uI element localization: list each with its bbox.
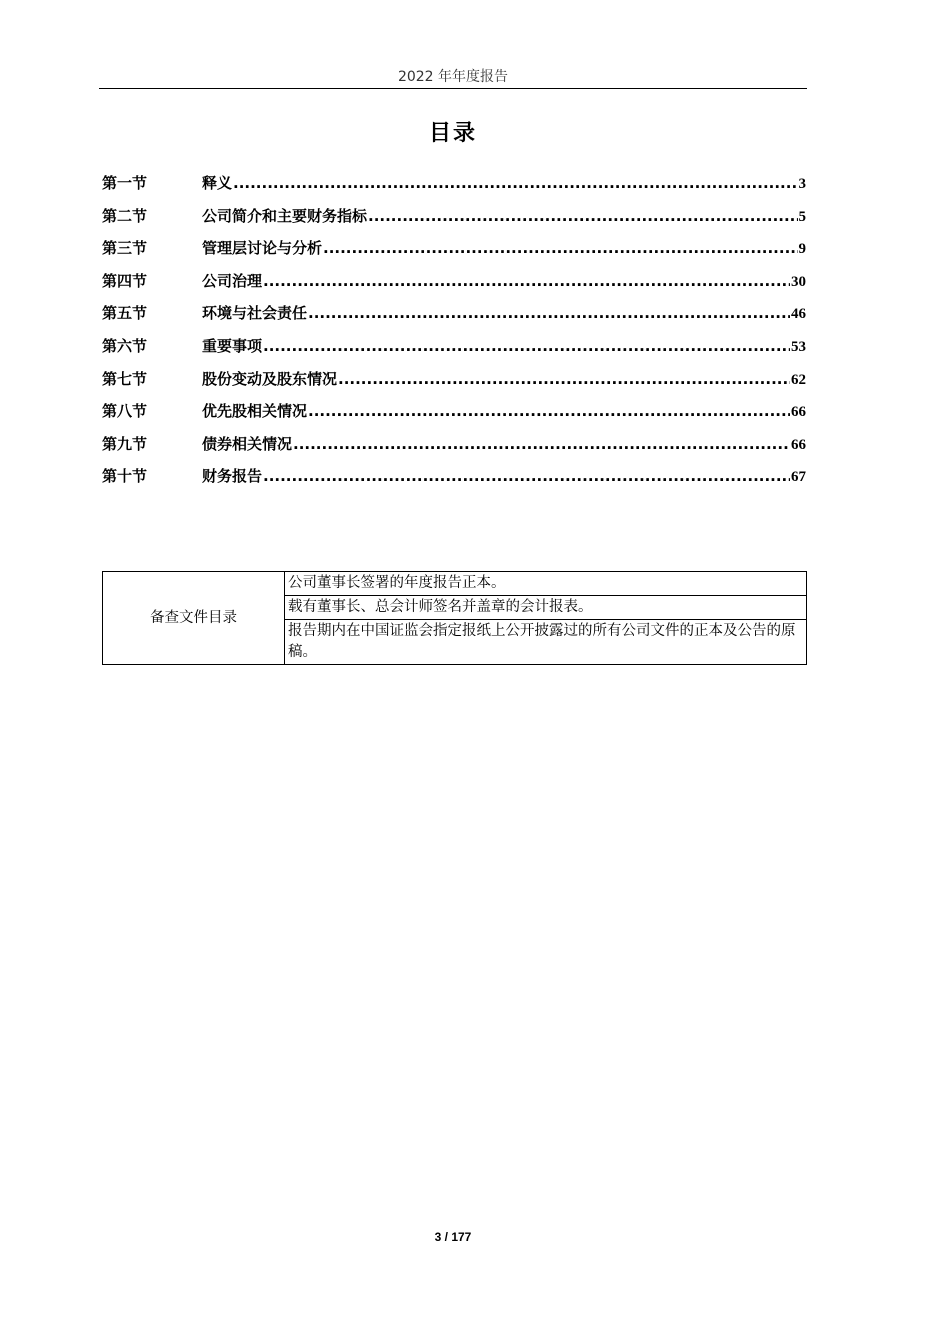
toc-section-title: 重要事项 [202,336,263,355]
toc-section-number: 第五节 [102,304,148,323]
toc-section-title: 优先股相关情况 [202,402,308,421]
toc-section-title: 释义 [202,174,233,192]
toc-section-title: 债券相关情况 [202,434,293,453]
toc-item[interactable] [102,270,806,303]
toc-page-number: 62 [791,371,806,388]
table-row [103,572,807,596]
toc-section-title: 财务报告 [202,467,263,486]
toc-page-number: 67 [791,469,806,486]
toc-leader-dots [263,467,790,485]
toc-section-number: 第十节 [102,467,148,486]
toc-section-number: 第九节 [102,434,148,453]
toc-leader-dots [308,304,790,322]
toc-page-number: 5 [798,208,806,225]
toc-section-number: 第四节 [102,271,148,290]
toc-section-number: 第八节 [102,402,148,421]
toc-section-number: 第三节 [102,239,148,258]
toc-leader-dots [293,435,790,453]
toc-item[interactable] [102,465,806,498]
toc-leader-dots [263,272,790,290]
toc-leader-dots [308,402,790,420]
toc-item[interactable] [102,433,806,466]
toc-page-number: 53 [791,338,806,355]
toc-section-number: 第一节 [102,174,148,192]
toc-section-title: 股份变动及股东情况 [202,369,338,388]
toc-section-title: 管理层讨论与分析 [202,239,323,258]
toc-page-number: 30 [791,273,806,290]
reference-documents-label: 备查文件目录 [103,572,285,665]
header-title: 2022 年年度报告 [397,69,509,85]
toc-section-number: 第七节 [102,369,148,388]
reference-document-item: 载有董事长、总会计师签名并盖章的会计报表。 [285,596,807,620]
toc-leader-dots [323,239,797,257]
reference-documents-table [102,571,807,665]
toc-page-number: 66 [791,436,806,453]
toc-item[interactable] [102,172,806,205]
toc-section-title: 公司简介和主要财务指标 [202,206,368,225]
toc-item[interactable] [102,302,806,335]
toc-leader-dots [368,207,797,225]
toc-heading: 目录 [428,121,477,146]
header-divider [99,88,807,89]
toc-page-number: 9 [798,241,806,258]
toc-section-title: 公司治理 [202,271,263,290]
reference-document-item: 报告期内在中国证监会指定报纸上公开披露过的所有公司文件的正本及公告的原稿。 [285,620,807,665]
toc-section-title: 环境与社会责任 [202,304,308,323]
reference-document-item: 公司董事长签署的年度报告正本。 [285,572,807,596]
toc-item[interactable] [102,237,806,270]
toc-item[interactable] [102,205,806,238]
toc-page-number: 66 [791,404,806,421]
toc-section-number: 第六节 [102,336,148,355]
toc-item[interactable] [102,368,806,401]
toc-leader-dots [233,174,797,192]
table-of-contents [102,172,806,498]
toc-section-number: 第二节 [102,206,148,225]
toc-item[interactable] [102,335,806,368]
toc-leader-dots [338,370,790,388]
toc-item[interactable] [102,400,806,433]
page-indicator: 3 / 177 [434,1230,472,1244]
toc-leader-dots [263,337,790,355]
toc-page-number: 3 [798,176,806,192]
toc-page-number: 46 [791,306,806,323]
